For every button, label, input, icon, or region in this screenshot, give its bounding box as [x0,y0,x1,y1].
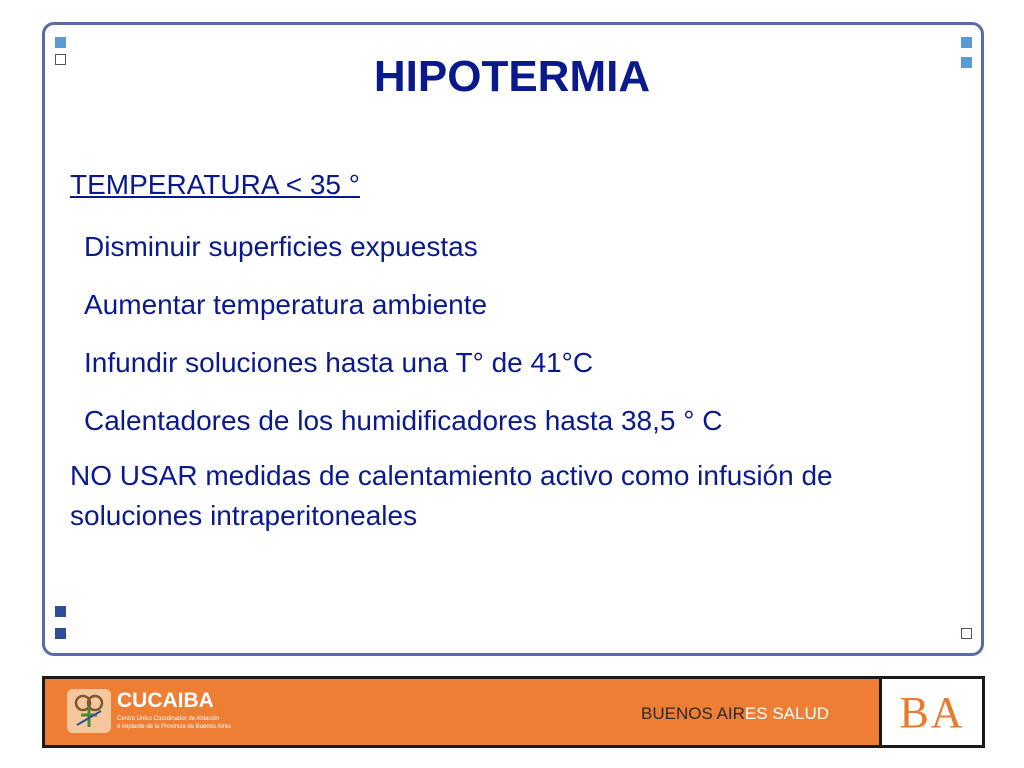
logo-subtitle: Centro Único Coordinador de Ablación e implante de la Provincia de Buenos Aires [117,716,232,730]
corner-square-icon [55,606,66,617]
temperature-heading: TEMPERATURA < 35 ° [70,169,360,200]
warning-note: NO USAR medidas de calentamiento activo como infusión de soluciones intraperitoneales [70,460,833,531]
corner-square-outline-icon [961,628,972,639]
logo-name: CUCAIBA [117,689,214,712]
corner-square-icon [55,37,66,48]
slide-title: HIPOTERMIA [373,52,651,101]
bullet-item: Calentadores de los humidificadores hasta 38,5 ° C [84,405,723,436]
cucaiba-logo [67,687,247,741]
ba-mark: BA [899,687,965,737]
slide-content [70,165,970,536]
corner-square-icon [961,37,972,48]
bullet-item: Aumentar temperatura ambiente [84,289,488,320]
bullet-item: Disminuir superficies expuestas [84,231,478,262]
footer-banner [42,676,985,748]
buenos-aires-salud-text: BUENOS AIRES SALUD [641,704,830,723]
ba-logo [882,679,982,745]
bullet-item: Infundir soluciones hasta una T° de 41°C [84,347,594,378]
corner-square-icon [55,628,66,639]
logo-badge-icon [67,689,111,733]
